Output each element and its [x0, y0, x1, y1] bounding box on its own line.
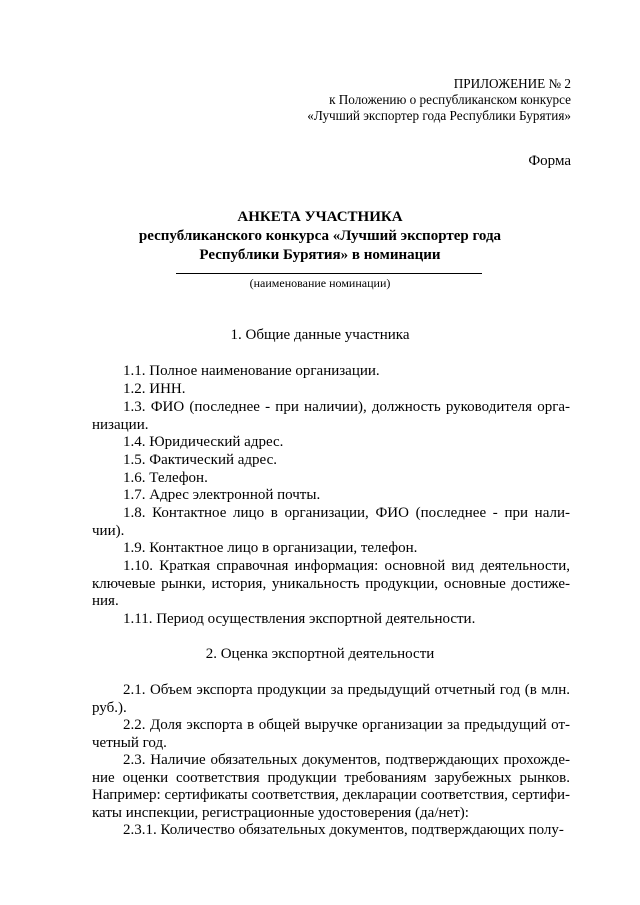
title-line-1: АНКЕТА УЧАСТНИКА [237, 209, 403, 225]
item-1-2: 1.2. ИНН. [123, 381, 186, 397]
title-line-3: Республики Бурятия» в номинации [199, 247, 441, 263]
item-2-1: 2.1. Объем экспорта продукции за предыдущий отчетный год (в млн. руб.). [92, 682, 570, 716]
item-1-8: 1.8. Контактное лицо в организации, ФИО (последнее - при нали-чии). [92, 505, 570, 539]
item-2-2: 2.2. Доля экспорта в общей выручке организации за предыдущий от-четный год. [92, 717, 570, 751]
nomination-blank-line [176, 273, 482, 274]
title-line-2: республиканского конкурса «Лучший экспортер года [138, 228, 502, 244]
annex-contest-name: «Лучший экспортер года Республики Бурятия» [307, 108, 571, 123]
nomination-caption: (наименование номинации) [249, 276, 391, 290]
section-1-title: 1. Общие данные участника [230, 327, 410, 343]
document-title [0, 208, 640, 265]
item-1-7: 1.7. Адрес электронной почты. [123, 487, 321, 503]
annex-header [307, 76, 571, 124]
item-2-3: 2.3. Наличие обязательных документов, подтверждающих прохожде-ние оценки соответствия продукции требованиям зарубежных рынков. Например: сертификаты соответствия, декларации соответствия, сертифи-каты инспекции, регистрационные удостоверения (да/нет): [92, 752, 570, 821]
item-2-3-1: 2.3.1. Количество обязательных документов, подтверждающих полу- [123, 822, 564, 838]
item-1-3: 1.3. ФИО (последнее - при наличии), должность руководителя орга-низации. [92, 399, 570, 433]
item-1-10: 1.10. Краткая справочная информация: основной вид деятельности, ключевые рынки, история, уникальность продукции, основные достиже-ния. [92, 558, 570, 610]
item-1-4: 1.4. Юридический адрес. [123, 434, 284, 450]
form-label: Форма [528, 153, 571, 169]
item-1-5: 1.5. Фактический адрес. [123, 452, 277, 468]
item-1-1: 1.1. Полное наименование организации. [123, 363, 380, 379]
section-2-title: 2. Оценка экспортной деятельности [205, 646, 435, 662]
item-1-6: 1.6. Телефон. [123, 470, 208, 486]
annex-number: ПРИЛОЖЕНИЕ № 2 [453, 76, 571, 91]
item-1-11: 1.11. Период осуществления экспортной деятельности. [123, 611, 476, 627]
item-1-9: 1.9. Контактное лицо в организации, телефон. [123, 540, 418, 556]
annex-reference: к Положению о республиканском конкурсе [329, 92, 571, 107]
